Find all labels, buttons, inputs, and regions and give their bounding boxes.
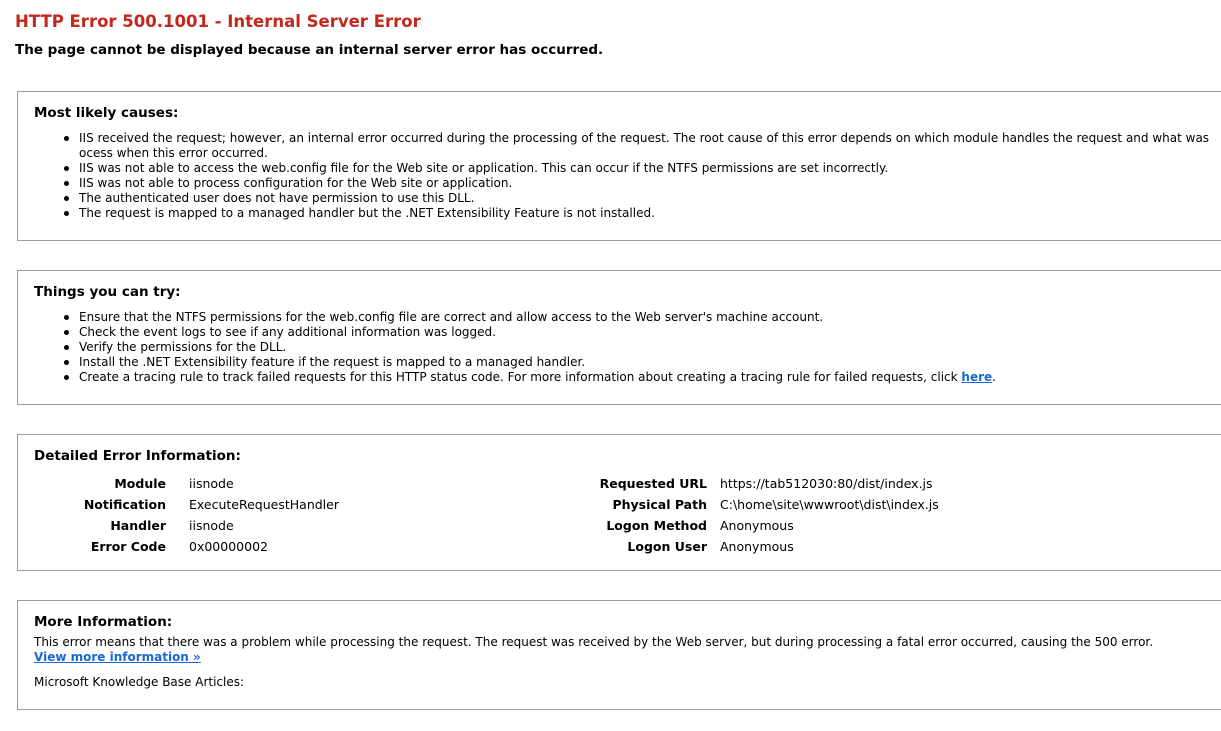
tracing-help-link[interactable]: here [961, 370, 993, 384]
causes-panel [17, 91, 1221, 241]
detail-label-logon-user: Logon User [627, 539, 707, 554]
try-item-text: Install the .NET Extensibility feature if the request is mapped to a managed handler. [79, 355, 586, 369]
detail-label-logon-method: Logon Method [606, 518, 707, 533]
detail-label-requested-url: Requested URL [599, 476, 707, 491]
try-item-text: Verify the permissions for the DLL. [79, 340, 287, 354]
cause-item [79, 176, 1221, 191]
try-item-text: Create a tracing rule to track failed requests for this HTTP status code. For more information about creating a tracing rule for failed requests, click [79, 370, 962, 384]
cause-item [79, 191, 1221, 206]
details-heading: Detailed Error Information: [34, 448, 241, 464]
try-heading: Things you can try: [34, 284, 181, 300]
view-more-info-link[interactable]: View more information » [34, 650, 201, 664]
cause-item-text: The authenticated user does not have permission to use this DLL. [79, 191, 475, 205]
detail-label-module: Module [114, 476, 166, 491]
try-item [79, 325, 1221, 340]
try-item [79, 370, 1221, 385]
more-panel [17, 600, 1221, 710]
try-item [79, 340, 1221, 355]
details-panel [17, 434, 1221, 571]
detail-label-notification: Notification [83, 497, 166, 512]
causes-heading: Most likely causes: [34, 105, 179, 121]
detail-label-error-code: Error Code [90, 539, 166, 554]
detail-value-requested-url: https://tab512030:80/dist/index.js [720, 476, 933, 491]
kb-articles-label: Microsoft Knowledge Base Articles: [34, 675, 245, 689]
try-item-suffix: . [992, 370, 996, 384]
detail-label-handler: Handler [110, 518, 166, 533]
cause-item-continuation-text: ocess when this error occurred. [79, 146, 268, 160]
cause-item [79, 161, 1221, 176]
detail-value-physical-path: C:\home\site\wwwroot\dist\index.js [720, 497, 939, 512]
try-item [79, 310, 1221, 325]
cause-item-text: IIS was not able to process configuration for the Web site or application. [79, 176, 513, 190]
try-list [34, 310, 1221, 385]
cause-item [79, 131, 1221, 146]
cause-item-text: The request is mapped to a managed handler but the .NET Extensibility Feature is not installed. [79, 206, 655, 220]
error-title: HTTP Error 500.1001 - Internal Server Error [15, 12, 421, 31]
try-panel [17, 270, 1221, 405]
causes-list [34, 131, 1221, 221]
detail-value-module: iisnode [189, 476, 234, 491]
cause-item-text: IIS received the request; however, an internal error occurred during the processing of the request. The root cause of this error depends on which module handles the request and what was [79, 131, 1210, 145]
cause-item [79, 206, 1221, 221]
more-text: This error means that there was a problem while processing the request. The request was received by the Web server, but during processing a fatal error occurred, causing the 500 error. [34, 635, 1154, 649]
more-heading: More Information: [34, 614, 173, 630]
try-item-text: Ensure that the NTFS permissions for the web.config file are correct and allow access to the Web server's machine account. [79, 310, 824, 324]
error-subtitle: The page cannot be displayed because an internal server error has occurred. [15, 42, 604, 58]
detail-value-handler: iisnode [189, 518, 234, 533]
try-item-text: Check the event logs to see if any additional information was logged. [79, 325, 496, 339]
detail-value-notification: ExecuteRequestHandler [189, 497, 339, 512]
detail-value-logon-method: Anonymous [720, 518, 794, 533]
try-item [79, 355, 1221, 370]
detail-value-error-code: 0x00000002 [189, 539, 268, 554]
detail-label-physical-path: Physical Path [612, 497, 707, 512]
detail-value-logon-user: Anonymous [720, 539, 794, 554]
cause-item-continuation [79, 146, 1221, 161]
cause-item-text: IIS was not able to access the web.config file for the Web site or application. This can occur if the NTFS permissions are set incorrectly. [79, 161, 889, 175]
